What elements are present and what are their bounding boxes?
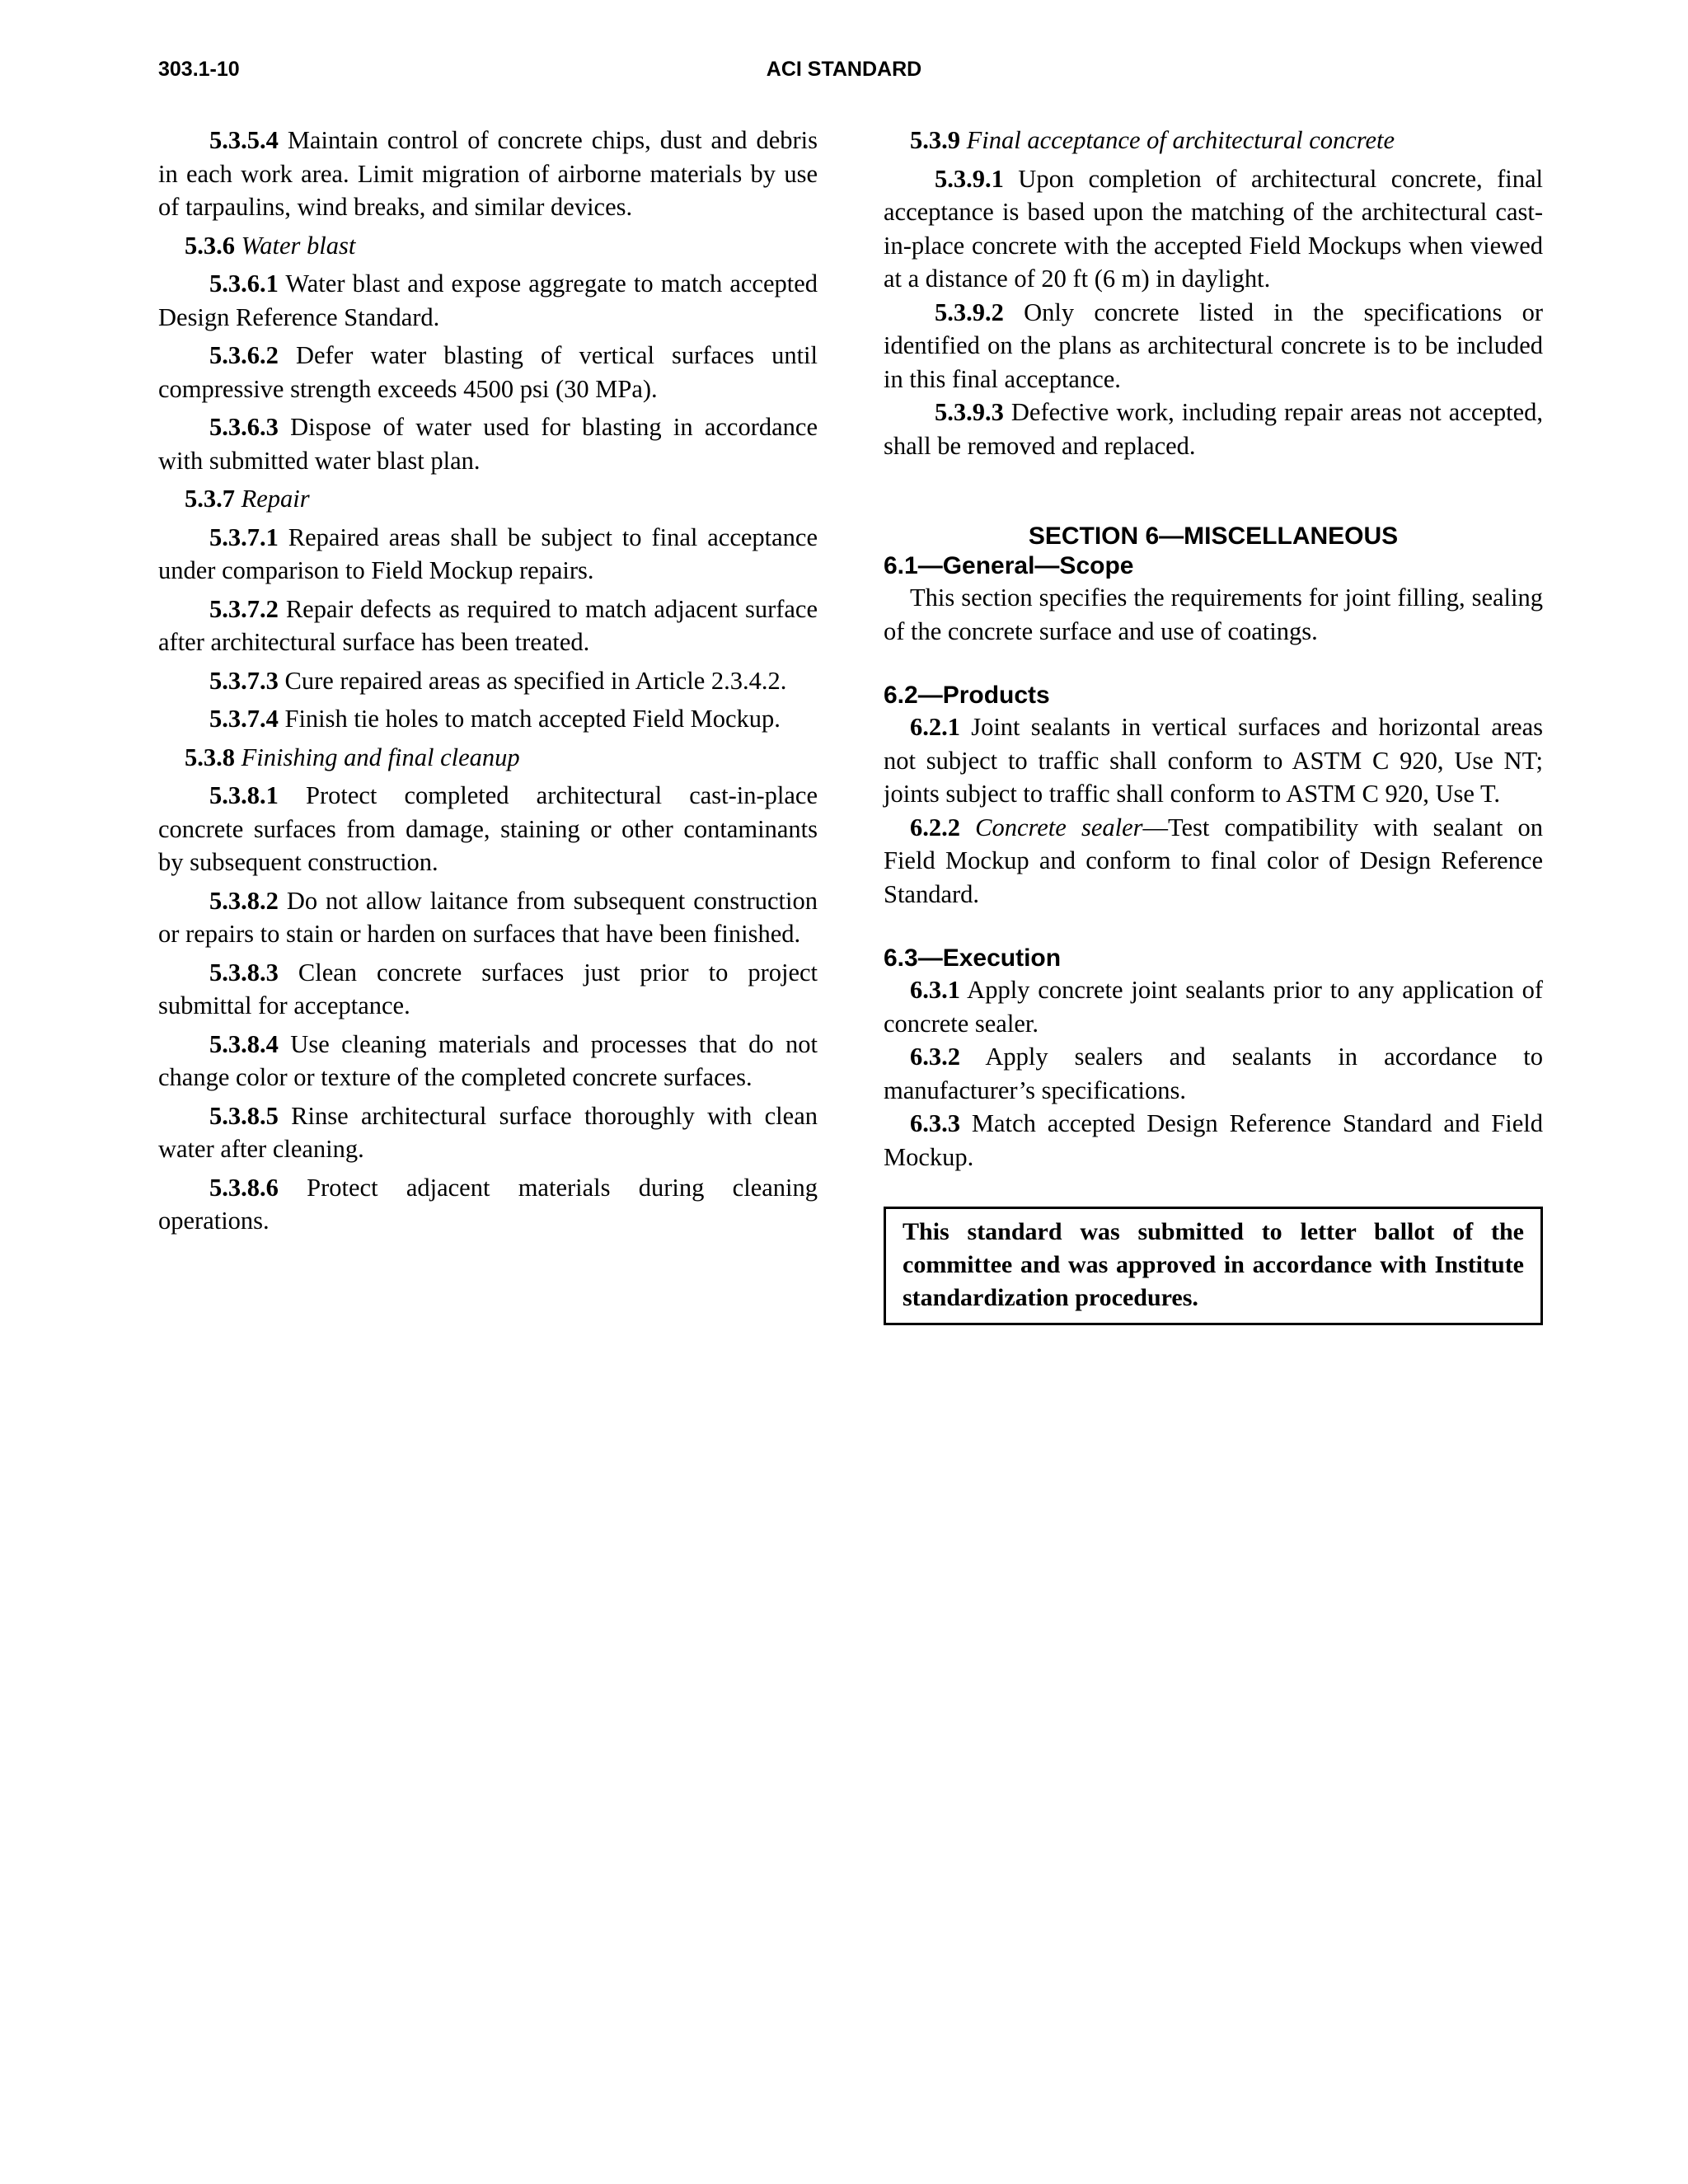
heading-6-3: 6.3—Execution (884, 944, 1062, 972)
page-header (158, 58, 1530, 91)
paragraph-6-1: This section specifies the requirements for joint filling, sealing of the concrete surface and use of coatings. (884, 583, 1543, 645)
clause-5-3-8-3: 5.3.8.3 Clean concrete surfaces just prior to project submittal for acceptance. (158, 958, 818, 1019)
clause-5-3-9-2: 5.3.9.2 Only concrete listed in the specifications or identified on the plans as architectural concrete is to be included in this final acceptance. (884, 298, 1543, 393)
clause-5-3-9-1: 5.3.9.1 Upon completion of architectural concrete, final acceptance is based upon the matching of the architectural cast-in-place concrete with the accepted Field Mockups when viewed at a distance of 20 ft (6 m) in daylight. (884, 164, 1543, 293)
page-number: 303.1-10 (158, 58, 240, 81)
clause-5-3-7-3: 5.3.7.3 Cure repaired areas as specified in Article 2.3.4.2. (209, 666, 787, 695)
clause-5-3-7-4: 5.3.7.4 Finish tie holes to match accepted Field Mockup. (209, 705, 781, 733)
clause-5-3-6-2: 5.3.6.2 Defer water blasting of vertical surfaces until compressive strength exceeds 4500 psi (30 MPa). (158, 341, 818, 403)
heading-6-2: 6.2—Products (884, 682, 1050, 709)
left-column (158, 124, 818, 1243)
clause-5-3-8-6: 5.3.8.6 Protect adjacent materials during cleaning operations. (158, 1173, 818, 1235)
subsection-repair: 5.3.7 Repair (185, 485, 310, 513)
clause-6-2-2: 6.2.2 Concrete sealer—Test compatibility with sealant on Field Mockup and conform to final color of Design Reference Standard. (884, 813, 1543, 908)
clause-5-3-8-2: 5.3.8.2 Do not allow laitance from subsequent construction or repairs to stain or harden on surfaces that have been finished. (158, 886, 818, 948)
approval-notice-box: This standard was submitted to letter ballot of the committee and was approved in accordance with Institute standardization procedures. (884, 1207, 1543, 1325)
clause-5-3-5-4: 5.3.5.4 Maintain control of concrete chips, dust and debris in each work area. Limit migration of airborne materials by use of tarpaulins, wind breaks, and similar devices. (158, 126, 818, 221)
clause-6-3-1: 6.3.1 Apply concrete joint sealants prior to any application of concrete sealer. (884, 976, 1543, 1038)
clause-6-2-1: 6.2.1 Joint sealants in vertical surfaces and horizontal areas not subject to traffic shall conform to ASTM C 920, Use NT; joints subject to traffic shall conform to ASTM C 920, Use T. (884, 713, 1543, 808)
clause-6-3-3: 6.3.3 Match accepted Design Reference Standard and Field Mockup. (884, 1109, 1543, 1171)
clause-5-3-8-1: 5.3.8.1 Protect completed architectural cast-in-place concrete surfaces from damage, staining or other contaminants by subsequent construction. (158, 781, 818, 876)
running-title: ACI STANDARD (766, 58, 922, 81)
clause-5-3-9-3: 5.3.9.3 Defective work, including repair areas not accepted, shall be removed and replaced. (884, 398, 1543, 460)
clause-5-3-6-1: 5.3.6.1 Water blast and expose aggregate to match accepted Design Reference Standard. (158, 269, 818, 331)
clause-5-3-6-3: 5.3.6.3 Dispose of water used for blasting in accordance with submitted water blast plan. (158, 413, 818, 475)
subsection-final-acceptance: 5.3.9 Final acceptance of architectural concrete (910, 126, 1395, 154)
clause-6-3-2: 6.3.2 Apply sealers and sealants in accordance to manufacturer’s specifications. (884, 1043, 1543, 1104)
clause-5-3-7-2: 5.3.7.2 Repair defects as required to match adjacent surface after architectural surface has been treated. (158, 594, 818, 656)
subsection-water-blast: 5.3.6 Water blast (185, 231, 356, 260)
clause-5-3-8-4: 5.3.8.4 Use cleaning materials and processes that do not change color or texture of the completed concrete surfaces. (158, 1029, 818, 1091)
section-6-title: SECTION 6—MISCELLANEOUS (1028, 523, 1399, 550)
subsection-finishing-cleanup: 5.3.8 Finishing and final cleanup (185, 743, 520, 771)
clause-5-3-8-5: 5.3.8.5 Rinse architectural surface thoroughly with clean water after cleaning. (158, 1101, 818, 1163)
heading-6-1: 6.1—General—Scope (884, 552, 1134, 579)
right-column (884, 124, 1543, 1325)
clause-5-3-7-1: 5.3.7.1 Repaired areas shall be subject to final acceptance under comparison to Field Mockup repairs. (158, 523, 818, 584)
